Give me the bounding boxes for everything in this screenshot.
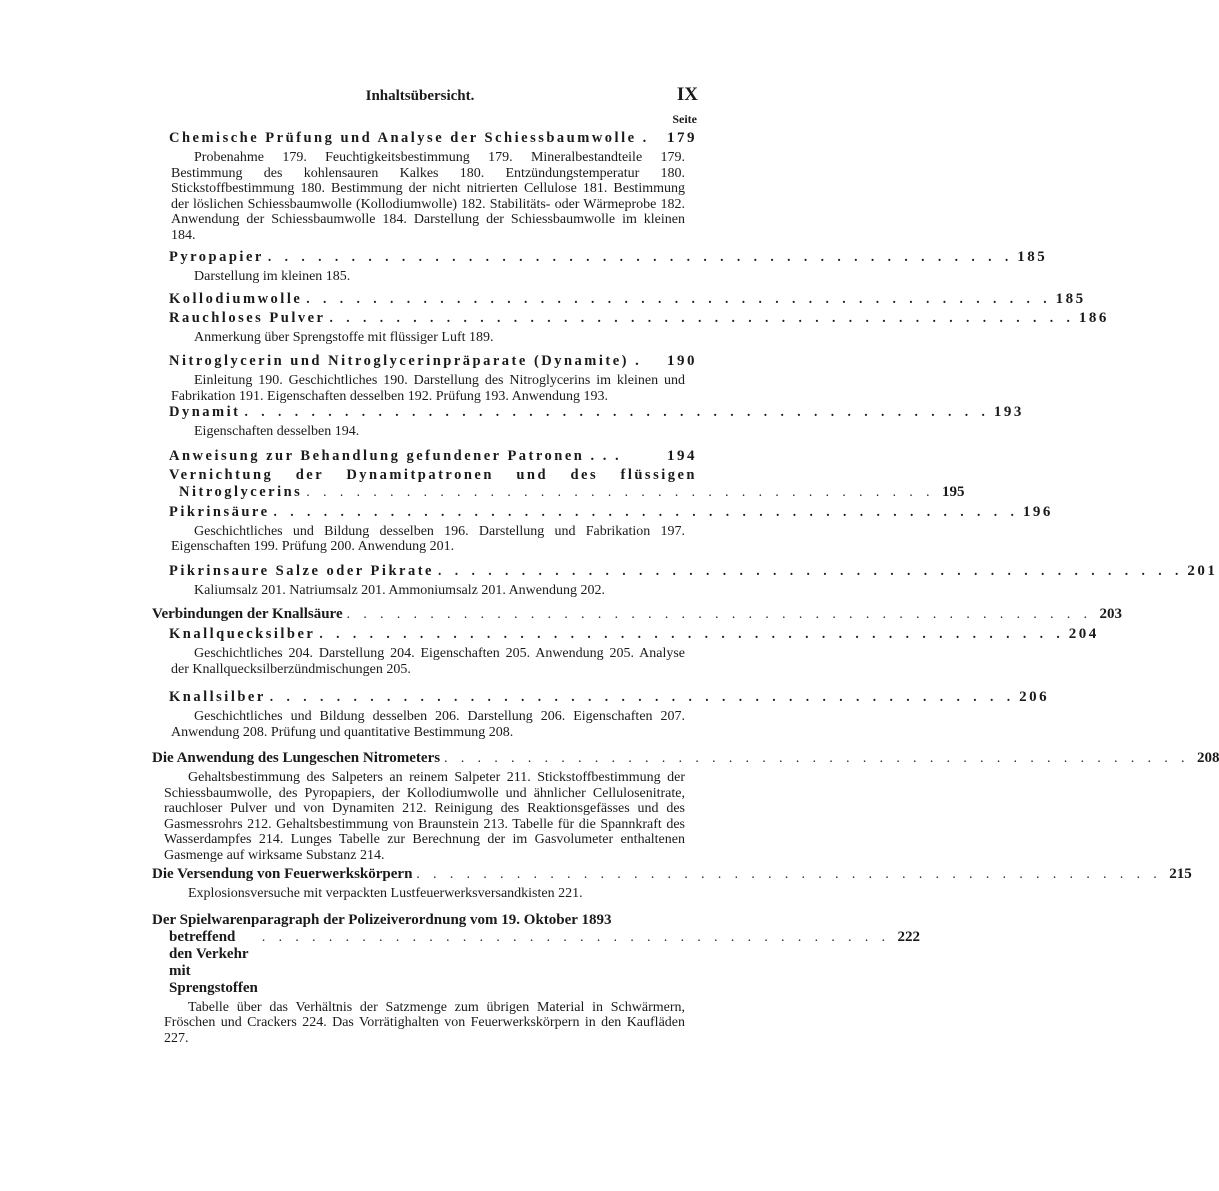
- toc-page-number: 196: [1022, 503, 1053, 520]
- toc-entry-verbindungen-knallsaeure[interactable]: [152, 606, 1122, 623]
- toc-entry-rauchloses-pulver[interactable]: [152, 309, 1109, 327]
- toc-entry-description: Probenahme 179. Feuchtigkeitsbestimmung 179. Mineralbestandteile 179. Bestimmung des kohlensauren Kalkes 180. Entzündungstemperatur 180. Stickstoffbestimmung 180. Bestimmung der nicht nitrierten Cellulose 181. Bestimmung der löslichen Schiessbaumwolle (Kollodiumwolle) 182. Stabilitäts- oder Wärmeprobe 182. Anwendung der Schiessbaumwolle 184. Darstellung der Schiessbaumwolle im kleinen 184.: [171, 150, 685, 243]
- toc-entry-description: Kaliumsalz 201. Natriumsalz 201. Ammoniumsalz 201. Anwendung 202.: [194, 582, 606, 598]
- toc-page-number: 208: [1196, 750, 1219, 766]
- page-number: IX: [676, 84, 698, 105]
- toc-entry-title: Chemische Prüfung und Analyse der Schiessbaumwolle .: [169, 130, 649, 146]
- toc-page-number: 193: [993, 404, 1024, 420]
- toc-entry-pikrinsaeure[interactable]: [152, 503, 1053, 521]
- toc-entry-title: Dynamit: [169, 404, 241, 420]
- toc-page-number: 215: [1169, 866, 1192, 882]
- leader-dots: . . . . . . . . . . . . . . . . . . . . . . . . . . . . . . . . . . . . . . . . . . . . .: [273, 503, 1019, 519]
- leader-dots: . . . . . . . . . . . . . . . . . . . . . . . . . . . . . . . . . . . . . . . . . . . . .: [437, 562, 1184, 578]
- toc-entry-lungeschen-nitrometer[interactable]: [152, 750, 1219, 767]
- leader-dots: . . . . . . . . . . . . . . . . . . . . . . . . . . . . . . . . . . . . . . . . . . . . .: [244, 404, 990, 419]
- toc-entry-title: Pyropapier: [169, 249, 264, 265]
- toc-entry-pikrinsaure-salze[interactable]: [152, 562, 1218, 580]
- toc-entry-pyropapier[interactable]: [152, 249, 1048, 266]
- toc-entry-description: Explosionsversuche mit verpackten Lustfeuerwerksversandkisten 221.: [188, 886, 583, 901]
- toc-entry-title: Anweisung zur Behandlung gefundener Patronen . . .: [169, 447, 622, 464]
- toc-entry-title: Rauchloses Pulver: [169, 309, 326, 326]
- toc-entry-title: Nitroglycerin und Nitroglycerinpräparate (Dynamite) .: [169, 353, 642, 369]
- toc-entry-title: Kollodiumwolle: [169, 290, 303, 307]
- toc-entry-dynamit[interactable]: [152, 404, 1024, 421]
- toc-entry-title: Pikrinsäure: [169, 503, 270, 520]
- toc-page-number: 201: [1187, 562, 1218, 579]
- toc-entry-knallsilber[interactable]: [152, 689, 1050, 706]
- toc-entry-chemische-pruefung[interactable]: [152, 130, 697, 147]
- toc-entry-title-line2: Nitroglycerins: [179, 483, 303, 500]
- leader-dots: . . . . . . . . . . . . . . . . . . . . . . . . . . . . . . . . . . . . . . . . . . . . .: [346, 606, 1092, 621]
- toc-entry-description: Eigenschaften desselben 194.: [194, 424, 360, 439]
- toc-entry-description: Gehaltsbestimmung des Salpeters an reinem Salpeter 211. Stickstoffbestimmung der Schiessbaumwolle, des Pyropapiers, der Kollodiumwolle und ähnlicher Cellulosenitrate, rauchloser Pulver und von Dynamiten 212. Reinigung des Reaktionsgefässes und des Gasmessrohrs 212. Gehaltsbestimmung von Braunstein 213. Tabelle für die Spannkraft des Wasserdampfes 214. Lunges Tabelle zur Berechnung der im Gasvolumeter enthaltenen Gasmenge auf wirksame Substanz 214.: [164, 770, 685, 863]
- toc-page-number: 195: [941, 483, 965, 500]
- toc-entry-spielwarenparagraph[interactable]: [152, 911, 921, 997]
- toc-page-number: 190: [667, 353, 697, 369]
- toc-entry-title: Die Anwendung des Lungeschen Nitrometers: [152, 750, 441, 766]
- leader-dots: . . . . . . . . . . . . . . . . . . . . . . . . . . . . . . . . . . . . . . . . . . . . .: [416, 866, 1162, 881]
- leader-dots: . . . . . . . . . . . . . . . . . . . . . . . . . . . . . . . . . . . . . . . . . . . . .: [444, 750, 1190, 765]
- toc-page-number: 185: [1017, 249, 1048, 265]
- toc-page-number: 206: [1019, 689, 1050, 705]
- leader-dots: . . . . . . . . . . . . . . . . . . . . . . . . . . . . . . . . . . . . . . . . . . . . .: [319, 626, 1065, 641]
- leader-dots: . . . . . . . . . . . . . . . . . . . . . . . . . . . . . . . . . . . . . .: [261, 928, 891, 944]
- seite-label: Seite: [672, 112, 697, 126]
- toc-entry-description: Darstellung im kleinen 185.: [194, 269, 351, 284]
- toc-entry-title: Verbindungen der Knallsäure: [152, 606, 343, 622]
- leader-dots: . . . . . . . . . . . . . . . . . . . . . . . . . . . . . . . . . . . . . . . . . . . . .: [269, 689, 1016, 704]
- toc-entry-versendung-feuerwerkskoerper[interactable]: [152, 866, 1192, 883]
- toc-entry-title-line1: Der Spielwarenparagraph der Polizeiverordnung vom 19. Oktober 1893: [152, 911, 612, 928]
- toc-page-number: 179: [667, 130, 697, 146]
- toc-entry-title: Knallquecksilber: [169, 626, 316, 642]
- toc-entry-title-line2: betreffend den Verkehr mit Sprengstoffen: [169, 928, 258, 996]
- running-head-title: Inhaltsübersicht.: [365, 88, 475, 104]
- toc-entry-kollodiumwolle[interactable]: [152, 290, 1086, 308]
- toc-entry-title-line2-row: [152, 928, 921, 997]
- toc-page-number: 185: [1055, 290, 1086, 307]
- toc-page-number: 222: [897, 928, 921, 945]
- toc-entry-vernichtung[interactable]: [152, 466, 965, 501]
- toc-entry-description: Anmerkung über Sprengstoffe mit flüssiger Luft 189.: [194, 329, 494, 345]
- toc-entry-nitroglycerin[interactable]: [152, 353, 697, 370]
- toc-page-number: 186: [1078, 309, 1109, 326]
- toc-entry-description: Einleitung 190. Geschichtliches 190. Darstellung des Nitroglycerins im kleinen und Fabrikation 191. Eigenschaften desselben 192. Prüfung 193. Anwendung 193.: [171, 373, 685, 404]
- toc-entry-title: Die Versendung von Feuerwerkskörpern: [152, 866, 413, 882]
- running-head: [0, 84, 840, 110]
- toc-page-number: 194: [667, 447, 697, 464]
- toc-entry-title-line1: Vernichtung der Dynamitpatronen und des flüssigen: [169, 466, 697, 483]
- leader-dots: . . . . . . . . . . . . . . . . . . . . . . . . . . . . . . . . . . . . . . . . . . . . .: [306, 290, 1052, 306]
- leader-dots: . . . . . . . . . . . . . . . . . . . . . . . . . . . . . . . . . . . . . . . . . . . . .: [267, 249, 1014, 264]
- toc-entry-description: Tabelle über das Verhältnis der Satzmenge zum übrigen Material in Schwärmern, Fröschen und Crackers 224. Das Vorrätighalten von Feuerwerkskörpern in den Kaufläden 227.: [164, 999, 685, 1046]
- toc-entry-knallquecksilber[interactable]: [152, 626, 1099, 643]
- toc-page-number: 203: [1099, 606, 1122, 622]
- toc-entry-description: Geschichtliches und Bildung desselben 196. Darstellung und Fabrikation 197. Eigenschaften 199. Prüfung 200. Anwendung 201.: [171, 523, 685, 554]
- leader-dots: . . . . . . . . . . . . . . . . . . . . . . . . . . . . . . . . . . . . . . . . . . . . .: [329, 309, 1075, 325]
- toc-entry-description: Geschichtliches und Bildung desselben 206. Darstellung 206. Eigenschaften 207. Anwendung 208. Prüfung und quantitative Bestimmung 208.: [171, 709, 685, 740]
- toc-page-number: 204: [1068, 626, 1099, 642]
- toc-entry-title: Pikrinsaure Salze oder Pikrate: [169, 562, 434, 579]
- leader-dots: . . . . . . . . . . . . . . . . . . . . . . . . . . . . . . . . . . . . . .: [306, 483, 935, 499]
- toc-entry-anweisung[interactable]: [152, 448, 697, 465]
- toc-entry-title: Knallsilber: [169, 689, 266, 705]
- toc-entry-description: Geschichtliches 204. Darstellung 204. Eigenschaften 205. Anwendung 205. Analyse der Knallquecksilberzündmischungen 205.: [171, 646, 685, 677]
- toc-entry-title-line2-row: [169, 483, 965, 501]
- table-of-contents: [152, 124, 1219, 1046]
